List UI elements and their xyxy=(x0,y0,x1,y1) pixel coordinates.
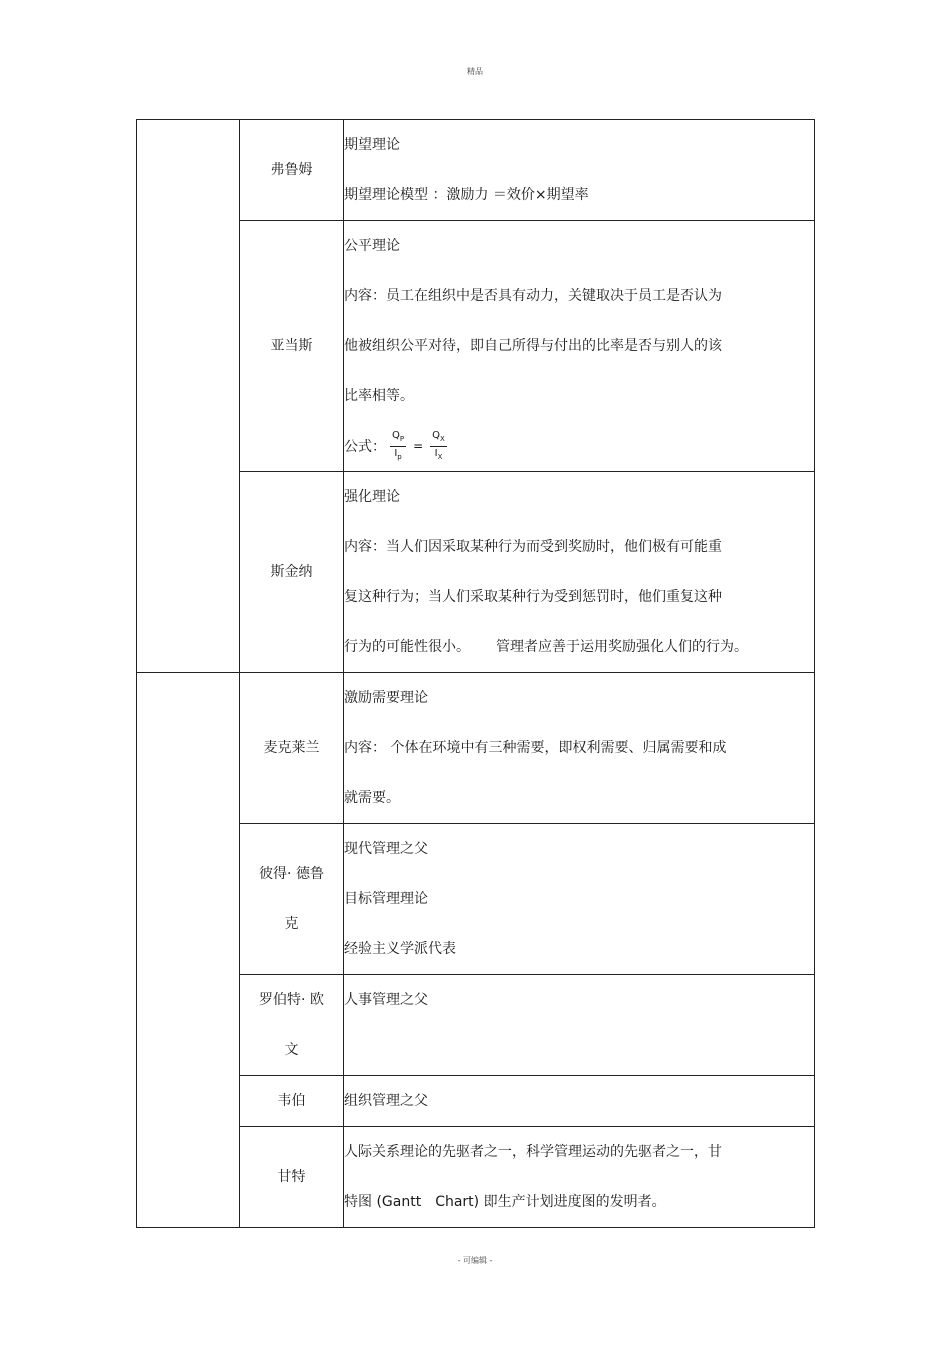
theory-text: 人际关系理论的先驱者之一，科学管理运动的先驱者之一，甘 xyxy=(344,1144,722,1160)
theory-content xyxy=(344,120,815,221)
theory-text: 目标管理理论 xyxy=(344,891,428,907)
theory-text: 内容： 个体在环境中有三种需要，即权利需要、归属需要和成 xyxy=(344,740,727,756)
category-cell xyxy=(137,673,240,1228)
theory-content xyxy=(344,472,815,673)
theory-text: 期望理论模型 ：激励力 ＝效价×期望率 xyxy=(344,187,589,203)
theory-content xyxy=(344,1127,815,1228)
category-cell xyxy=(137,120,240,673)
theory-text: 经验主义学派代表 xyxy=(344,941,456,957)
theory-content xyxy=(344,1076,815,1127)
page-header: 精品 xyxy=(467,67,483,76)
person-name: 亚当斯 xyxy=(240,221,344,472)
theory-content xyxy=(344,221,815,472)
theory-text: 内容：员工在组织中是否具有动力，关键取决于员工是否认为 xyxy=(344,288,722,304)
theory-table xyxy=(136,119,815,1228)
person-name: 弗鲁姆 xyxy=(240,120,344,221)
theory-text: 内容：当人们因采取某种行为而受到奖励时，他们极有可能重 xyxy=(344,539,722,555)
theory-title: 组织管理之父 xyxy=(344,1093,428,1109)
page-footer: - 可编辑 - xyxy=(457,1256,493,1265)
theory-title: 人事管理之父 xyxy=(344,992,428,1008)
theory-title: 期望理论 xyxy=(344,137,400,153)
theory-text: 行为的可能性很小。 管理者应善于运用奖励强化人们的行为。 xyxy=(344,639,748,655)
table-row xyxy=(137,120,815,221)
theory-text: 比率相等。 xyxy=(344,388,414,404)
theory-text: 特图 (Gantt Chart) 即生产计划进度图的发明者。 xyxy=(344,1194,666,1210)
table-row xyxy=(137,673,815,824)
theory-text: 就需要。 xyxy=(344,790,400,806)
fraction-left: $\frac{Q_P}{I_p}$ xyxy=(392,429,405,461)
theory-content xyxy=(344,824,815,975)
formula-label: 公式： xyxy=(344,439,386,455)
person-name: 罗伯特· 欧 文 xyxy=(240,975,344,1076)
theory-title: 公平理论 xyxy=(344,238,400,254)
person-name: 甘特 xyxy=(240,1127,344,1228)
equals-sign: = xyxy=(413,439,424,453)
theory-title: 现代管理之父 xyxy=(344,841,428,857)
theory-content xyxy=(344,975,815,1076)
person-name: 斯金纳 xyxy=(240,472,344,673)
equity-formula xyxy=(344,421,814,471)
fraction-right: $\frac{Q_X}{I_X}$ xyxy=(432,429,445,461)
theory-text: 他被组织公平对待，即自己所得与付出的比率是否与别人的该 xyxy=(344,338,722,354)
theory-title: 激励需要理论 xyxy=(344,690,428,706)
theory-text: 复这种行为；当人们采取某种行为受到惩罚时，他们重复这种 xyxy=(344,589,722,605)
theory-title: 强化理论 xyxy=(344,489,400,505)
person-name: 麦克莱兰 xyxy=(240,673,344,824)
person-name: 彼得· 德鲁 克 xyxy=(240,824,344,975)
person-name: 韦伯 xyxy=(240,1076,344,1127)
theory-content xyxy=(344,673,815,824)
